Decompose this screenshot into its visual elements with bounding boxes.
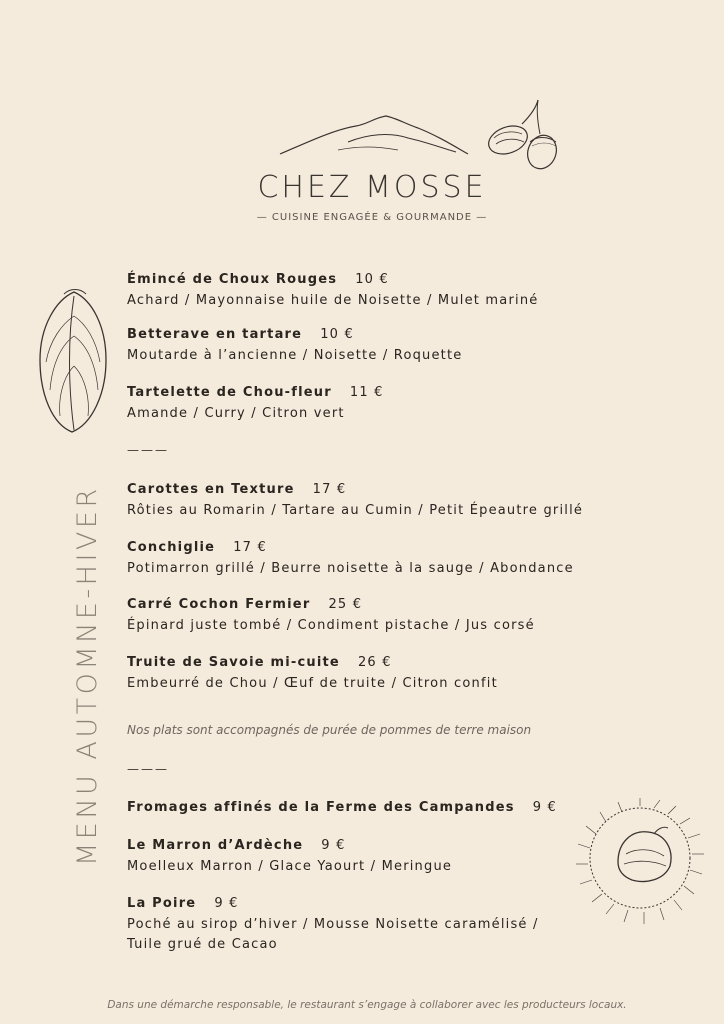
dish-price: 11 € — [349, 385, 384, 400]
dish-description: Moelleux Marron / Glace Yaourt / Meringue — [127, 859, 453, 874]
dish-price: 10 € — [355, 272, 389, 287]
section-separator: ——— — [127, 762, 169, 776]
dish-description: Amande / Curry / Citron vert — [127, 406, 345, 421]
dish-name: Truite de Savoie mi-cuite — [127, 655, 340, 670]
dish-description: Moutarde à l’ancienne / Noisette / Roquette — [127, 348, 463, 363]
chestnut-icon — [574, 798, 706, 928]
dish-price: 25 € — [328, 597, 363, 612]
dish-price: 17 € — [312, 482, 347, 497]
dish-item — [127, 800, 557, 815]
dish-item — [127, 655, 498, 694]
dish-item — [127, 597, 535, 636]
dish-name: Tartelette de Chou-fleur — [127, 385, 332, 400]
lettuce-icon — [34, 286, 114, 436]
footer-note: Dans une démarche responsable, le restaurant s’engage à collaborer avec les producteurs locaux. — [107, 999, 627, 1011]
dish-description: Poché au sirop d’hiver / Mousse Noisette caramélisé / — [127, 917, 539, 932]
dish-item — [127, 896, 539, 955]
dish-item — [127, 482, 583, 521]
dish-description-continued: Tuile grué de Cacao — [127, 937, 278, 952]
dish-item — [127, 327, 462, 366]
dish-name: La Poire — [127, 896, 197, 911]
plats-note: Nos plats sont accompagnés de purée de pommes de terre maison — [127, 723, 532, 737]
dish-item — [127, 385, 384, 424]
dish-name: Émincé de Choux Rouges — [127, 272, 338, 287]
restaurant-title: CHEZ MOSSE — [257, 170, 487, 205]
dish-price: 26 € — [357, 655, 392, 670]
menu-side-title: MENU AUTOMNE-HIVER — [72, 485, 103, 866]
dish-price: 17 € — [233, 540, 267, 555]
dish-price: 9 € — [321, 838, 346, 853]
mountain-logo-icon — [278, 112, 470, 158]
dish-description: Épinard juste tombé / Condiment pistache / Jus corsé — [127, 618, 535, 633]
dish-description: Embeurré de Chou / Œuf de truite / Citron confit — [127, 676, 498, 691]
dish-item — [127, 272, 538, 311]
dish-name: Carré Cochon Fermier — [127, 597, 311, 612]
dish-name: Carottes en Texture — [127, 482, 295, 497]
acorn-icon — [486, 98, 568, 174]
dish-name: Conchiglie — [127, 540, 216, 555]
section-separator: ——— — [127, 443, 169, 457]
dish-description: Rôties au Romarin / Tartare au Cumin / Petit Épeautre grillé — [127, 503, 584, 518]
dish-name: Fromages affinés de la Ferme des Campandes — [127, 800, 515, 815]
dish-name: Betterave en tartare — [127, 327, 303, 342]
dish-price: 9 € — [532, 800, 557, 815]
restaurant-tagline: — CUISINE ENGAGÉE & GOURMANDE — — [256, 212, 488, 223]
dish-item — [127, 540, 574, 579]
dish-description: Achard / Mayonnaise huile de Noisette / Mulet mariné — [127, 293, 539, 308]
dish-price: 10 € — [320, 327, 354, 342]
dish-name: Le Marron d’Ardèche — [127, 838, 304, 853]
dish-description: Potimarron grillé / Beurre noisette à la sauge / Abondance — [127, 561, 574, 576]
dish-item — [127, 838, 452, 877]
dish-price: 9 € — [214, 896, 239, 911]
